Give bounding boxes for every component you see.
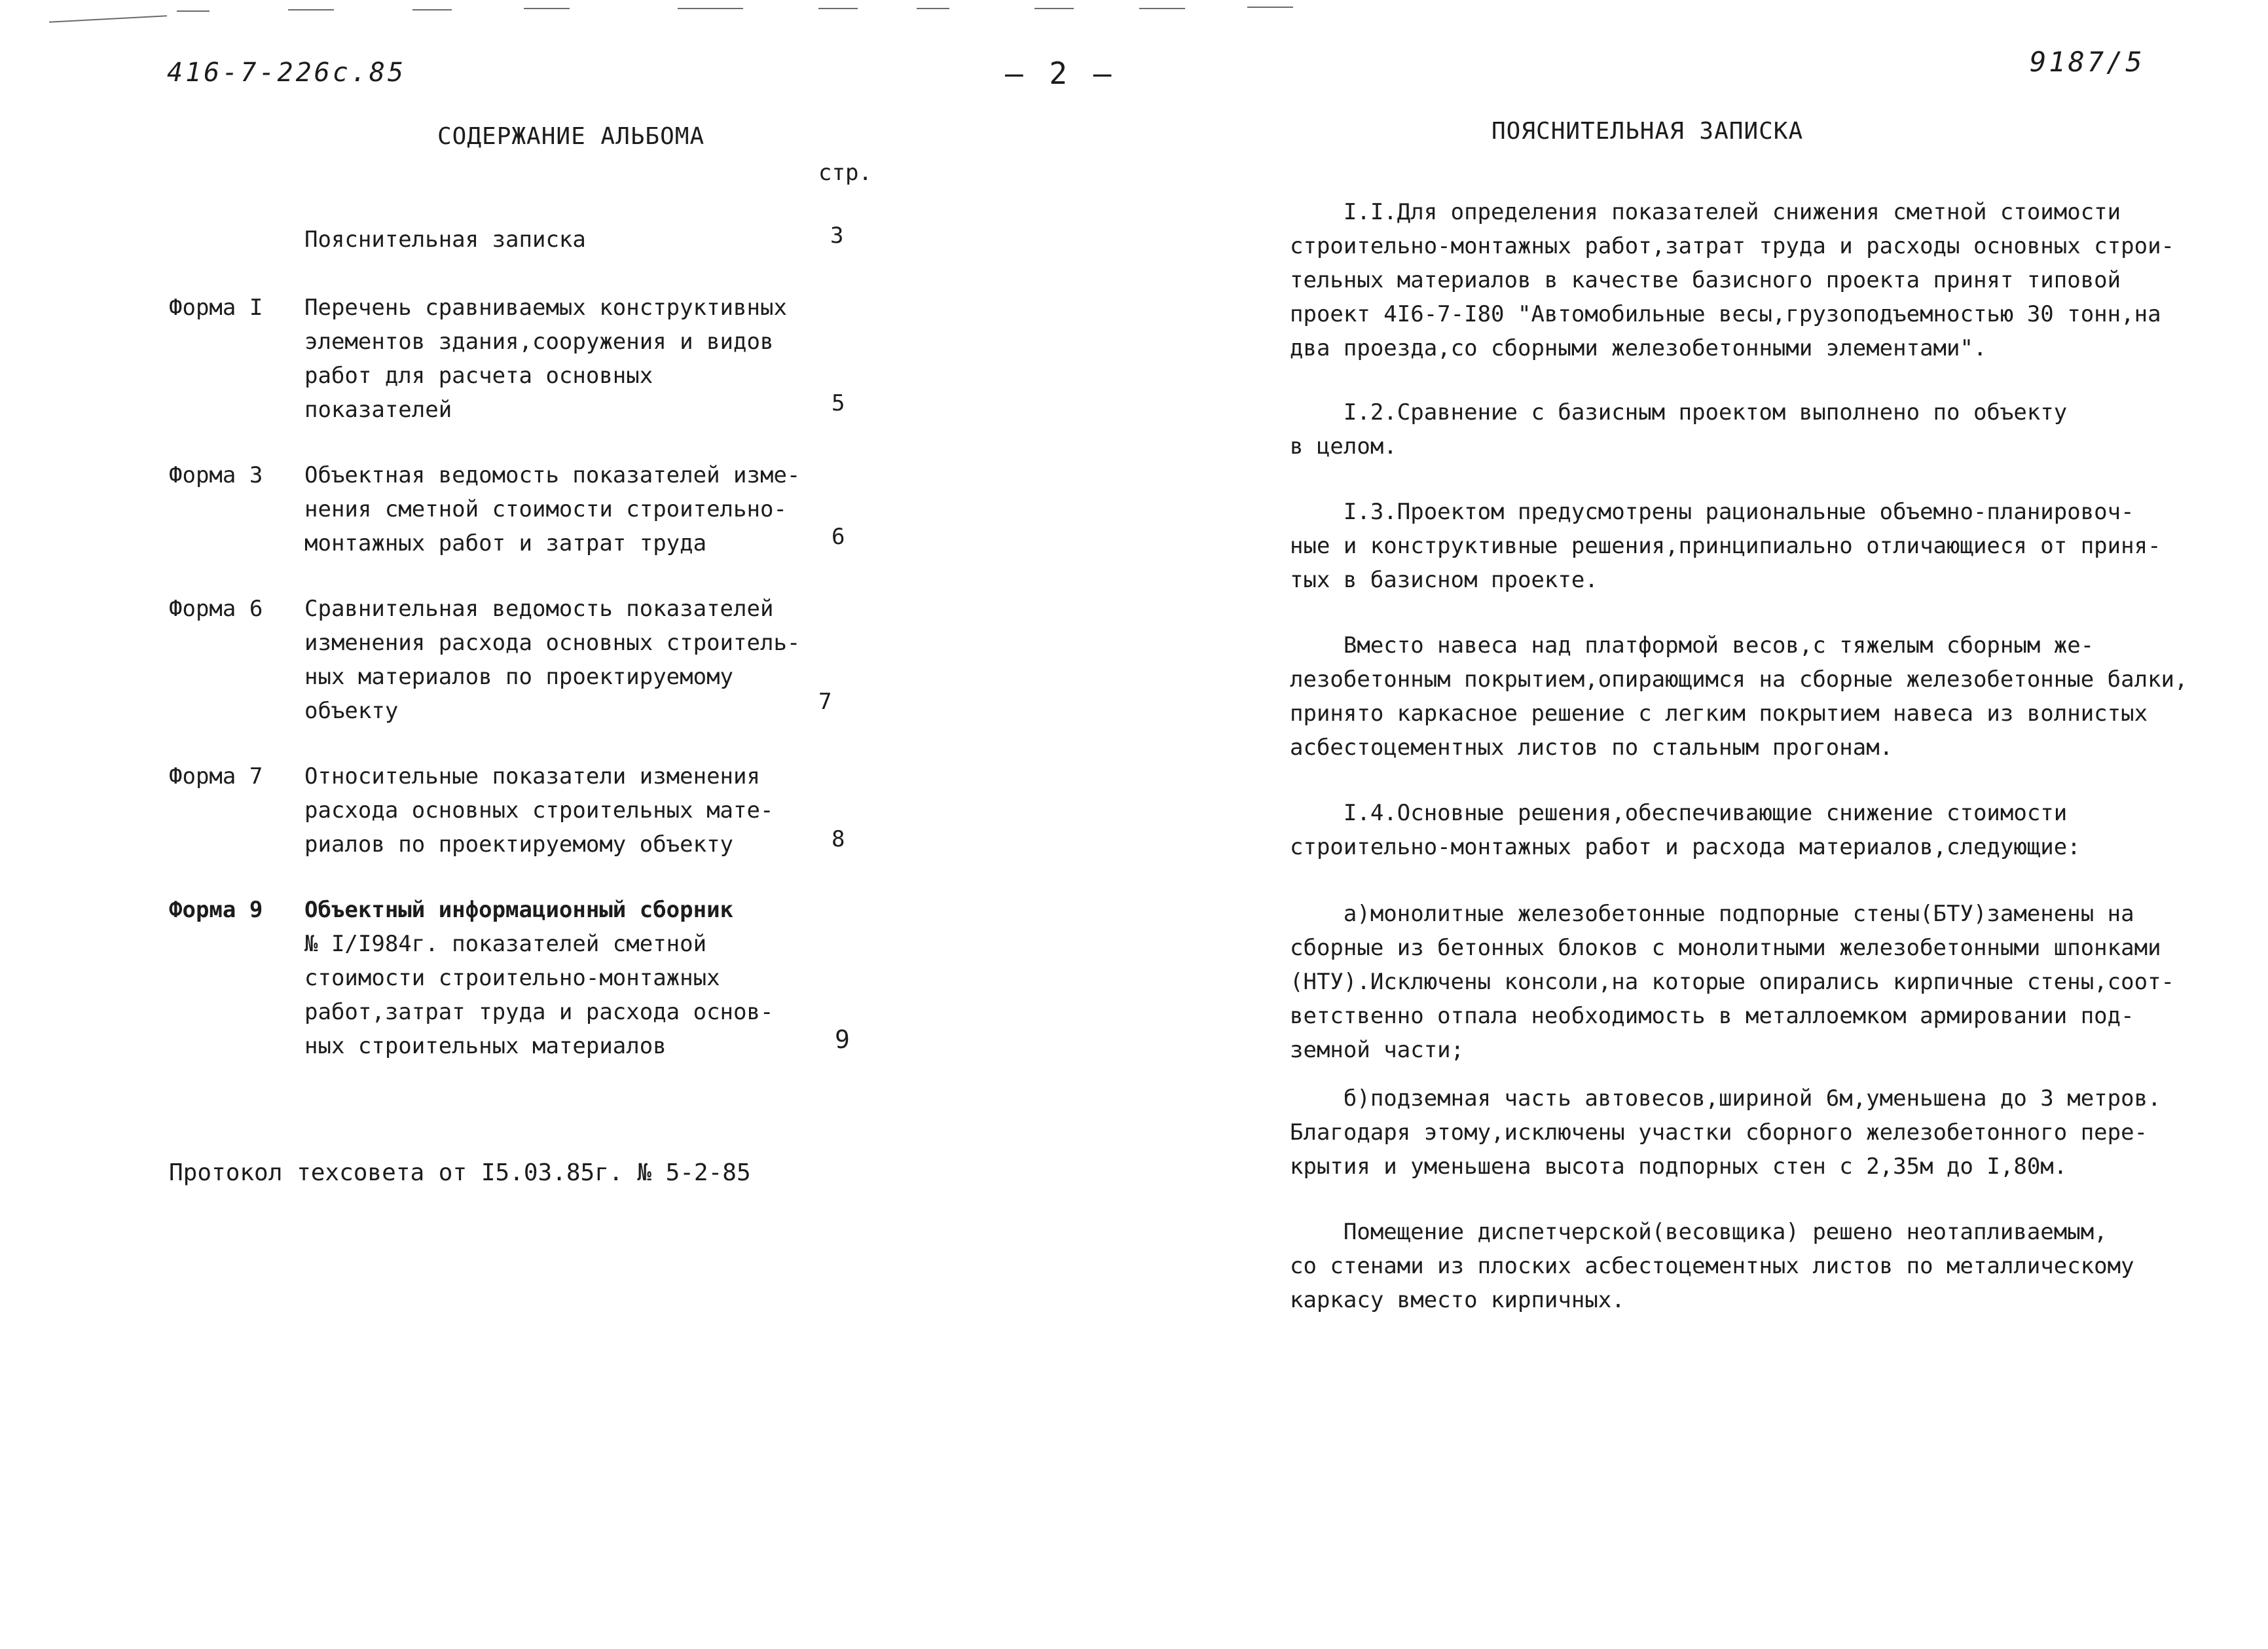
toc-form-page: 9	[835, 1025, 850, 1054]
toc-form-description: Перечень сравниваемых конструктивных элементов здания,сооружения и видов работ для расчета основных показателей	[304, 295, 787, 423]
note-paragraph: а)монолитные железобетонные подпорные стены(БТУ)заменены на сборные из бетонных блоков с монолитными железобетонными шпонками (НТУ).Исключены консоли,на которые опирались кирпичные стены,соот- ветственно отпала необходимость в металлоемком армировании под- земной части;	[1290, 901, 2175, 1063]
toc-form-page: 5	[832, 390, 845, 416]
toc-form-label: Форма I	[169, 295, 263, 321]
toc-form-description: Относительные показатели изменения расхода основных строительных мате- риалов по проектируемому объекту	[304, 763, 774, 858]
scan-artifact-line	[678, 8, 743, 9]
toc-form-label: Форма 9	[169, 897, 263, 923]
toc-form-description: Объектный информационный сборник № I/I984г. показателей сметной стоимости строительно-монтажных работ,затрат труда и расхода основ- ных строительных материалов	[304, 897, 774, 1059]
toc-intro-page: 3	[830, 223, 844, 249]
toc-form-label: Форма 6	[169, 596, 263, 622]
toc-form-description: Объектная ведомость показателей изме- нения сметной стоимости строительно- монтажных работ и затрат труда	[304, 462, 801, 556]
document-code: 416-7-226с.85	[167, 58, 407, 88]
note-paragraph: б)подземная часть автовесов,шириной 6м,уменьшена до 3 метров. Благодаря этому,исключены участки сборного железобетонного пере- крытия и уменьшена высота подпорных стен с 2,35м до I,80м.	[1290, 1085, 2161, 1180]
scan-artifact-line	[1247, 7, 1293, 8]
scan-artifact-line	[288, 9, 334, 10]
note-title: ПОЯСНИТЕЛЬНАЯ ЗАПИСКА	[1491, 118, 1804, 145]
toc-form-page: 7	[818, 689, 832, 715]
toc-form-description: Сравнительная ведомость показателей изменения расхода основных строитель- ных материалов по проектируемому объекту	[304, 596, 801, 724]
scan-artifact-line	[177, 10, 210, 12]
note-paragraph: I.3.Проектом предусмотрены рациональные объемно-планировоч- ные и конструктивные решения,принципиально отличающиеся от приня- тых в базисном проекте.	[1290, 499, 2161, 593]
toc-form-page: 8	[832, 826, 845, 852]
page-column-label: стр.	[818, 160, 872, 186]
page-number: — 2 —	[1005, 56, 1116, 91]
scan-artifact-line	[1034, 8, 1074, 9]
scan-artifact-line	[49, 15, 167, 22]
toc-form-page: 6	[832, 524, 845, 550]
toc-intro-label: Пояснительная записка	[304, 227, 586, 253]
scan-artifact-line	[412, 9, 452, 10]
archive-number: 9187/5	[2030, 46, 2145, 78]
toc-form-label: Форма 3	[169, 462, 263, 488]
note-paragraph: I.2.Сравнение с базисным проектом выполнено по объекту в целом.	[1290, 399, 2068, 460]
note-paragraph: Помещение диспетчерской(весовщика) решено неотапливаемым, со стенами из плоских асбестоцементных листов по металлическому каркасу вместо кирпичных.	[1290, 1219, 2134, 1313]
note-paragraph: I.4.Основные решения,обеспечивающие снижение стоимости строительно-монтажных работ и расхода материалов,следующие:	[1290, 800, 2081, 860]
scan-artifact-line	[1139, 8, 1185, 9]
protocol-line: Протокол техсовета от I5.03.85г. № 5-2-85	[169, 1159, 751, 1186]
scan-artifact-line	[524, 8, 570, 9]
note-paragraph: Вместо навеса над платформой весов,с тяжелым сборным же- лезобетонным покрытием,опирающимся на сборные железобетонные балки, принято каркасное решение с легким покрытием навеса из волнистых асбестоцементных листов по стальным прогонам.	[1290, 632, 2188, 761]
scan-artifact-line	[818, 8, 858, 9]
contents-title: СОДЕРЖАНИЕ АЛЬБОМА	[437, 123, 705, 150]
scan-artifact-line	[917, 8, 949, 9]
note-paragraph: I.I.Для определения показателей снижения сметной стоимости строительно-монтажных работ,затрат труда и расходы основных строи- тельных материалов в качестве базисного проекта принят типовой проект 4I6-7-I80 "Автомобильные весы,грузоподъемностью 30 тонн,на два проезда,со сборными железобетонными элементами".	[1290, 199, 2175, 361]
toc-form-label: Форма 7	[169, 763, 263, 789]
